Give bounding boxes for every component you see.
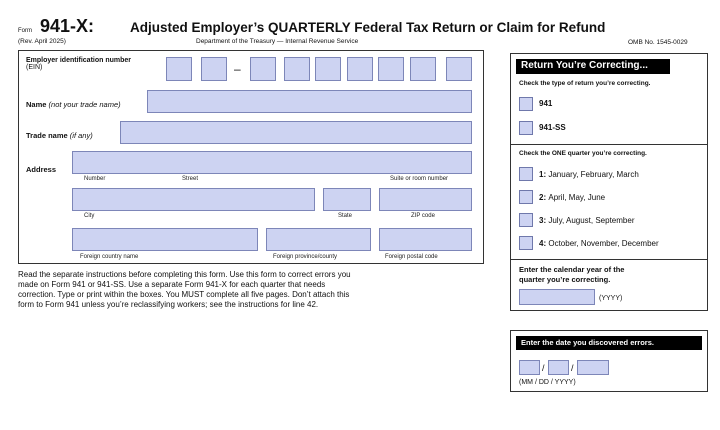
check-type-instruction: Check the type of return you’re correcting.: [519, 80, 651, 87]
checkbox-941-ss[interactable]: [519, 121, 533, 135]
sub-suite: Suite or room number: [390, 176, 449, 182]
sub-city: City: [84, 213, 95, 219]
sub-country: Foreign country name: [80, 254, 139, 260]
date-day-field[interactable]: [548, 360, 569, 375]
ein-digit-6[interactable]: [347, 57, 373, 81]
ein-digit-5[interactable]: [315, 57, 341, 81]
ein-digit-8[interactable]: [410, 57, 436, 81]
checkbox-quarter-3[interactable]: [519, 213, 533, 227]
divider-2: [510, 259, 708, 260]
form-header: [18, 18, 718, 48]
name-field[interactable]: [147, 90, 472, 113]
form-prefix: Form: [18, 28, 32, 34]
department-line: Department of the Treasury — Internal Revenue Service: [196, 38, 359, 45]
date-discovered-title: Enter the date you discovered errors.: [516, 336, 702, 350]
trade-name-label: Trade name (if any): [26, 131, 93, 140]
year-field[interactable]: [519, 289, 595, 305]
ein-digit-1[interactable]: [166, 57, 192, 81]
name-label: Name (not your trade name): [26, 100, 121, 109]
sub-state: State: [338, 213, 353, 219]
sub-zip: ZIP code: [411, 213, 435, 219]
ein-digit-3[interactable]: [250, 57, 276, 81]
ein-digit-4[interactable]: [284, 57, 310, 81]
instructions-text: Read the separate instructions before completing this form. Use this form to correct errors you made on Form 941 or 941-SS. Use a separate Form 941-X for each quarter that needs correction. Type or print within the boxes. You MUST complete all five pages. Don’t attach this form to Form 941 unless you’re reclassifying workers; see the instructions for line 42.: [18, 270, 351, 309]
date-month-field[interactable]: [519, 360, 540, 375]
date-year-field[interactable]: [577, 360, 609, 375]
sub-province: Foreign province/county: [273, 254, 338, 260]
quarter-2-label: 2: April, May, June: [539, 193, 606, 202]
ein-digit-9[interactable]: [446, 57, 472, 81]
date-format: (MM / DD / YYYY): [519, 379, 576, 386]
option-941-ss-label: 941-SS: [539, 123, 566, 132]
sub-postal: Foreign postal code: [385, 254, 438, 260]
sub-number: Number: [84, 176, 106, 182]
omb-number: OMB No. 1545-0029: [628, 39, 688, 46]
year-format: (YYYY): [599, 295, 623, 302]
checkbox-quarter-1[interactable]: [519, 167, 533, 181]
foreign-province-field[interactable]: [266, 228, 371, 251]
form-revision: (Rev. April 2025): [18, 38, 66, 45]
address-street-field[interactable]: [72, 151, 472, 174]
foreign-country-field[interactable]: [72, 228, 258, 251]
trade-name-field[interactable]: [120, 121, 472, 144]
return-correcting-title: Return You’re Correcting...: [516, 59, 670, 74]
form-title: Adjusted Employer’s QUARTERLY Federal Tax Return or Claim for Refund: [130, 20, 606, 35]
ein-dash: –: [234, 62, 241, 76]
check-quarter-instruction: Check the ONE quarter you’re correcting.: [519, 150, 647, 157]
ein-label: Employer identification number (EIN): [26, 57, 132, 71]
sub-street: Street: [182, 176, 199, 182]
option-941-label: 941: [539, 99, 553, 108]
checkbox-941[interactable]: [519, 97, 533, 111]
year-label: Enter the calendar year of the quarter you’re correcting.: [519, 265, 625, 284]
state-field[interactable]: [323, 188, 371, 211]
checkbox-quarter-4[interactable]: [519, 236, 533, 250]
quarter-4-label: 4: October, November, December: [539, 239, 659, 248]
city-field[interactable]: [72, 188, 315, 211]
checkbox-quarter-2[interactable]: [519, 190, 533, 204]
quarter-1-label: 1: January, February, March: [539, 170, 639, 179]
address-label: Address: [26, 165, 57, 174]
form-number: 941-X:: [40, 16, 95, 36]
divider-1: [510, 144, 708, 145]
zip-field[interactable]: [379, 188, 472, 211]
ein-digit-7[interactable]: [378, 57, 404, 81]
ein-digit-2[interactable]: [201, 57, 227, 81]
date-sep-1: /: [542, 363, 545, 373]
quarter-3-label: 3: July, August, September: [539, 216, 635, 225]
date-sep-2: /: [571, 363, 574, 373]
foreign-postal-field[interactable]: [379, 228, 472, 251]
